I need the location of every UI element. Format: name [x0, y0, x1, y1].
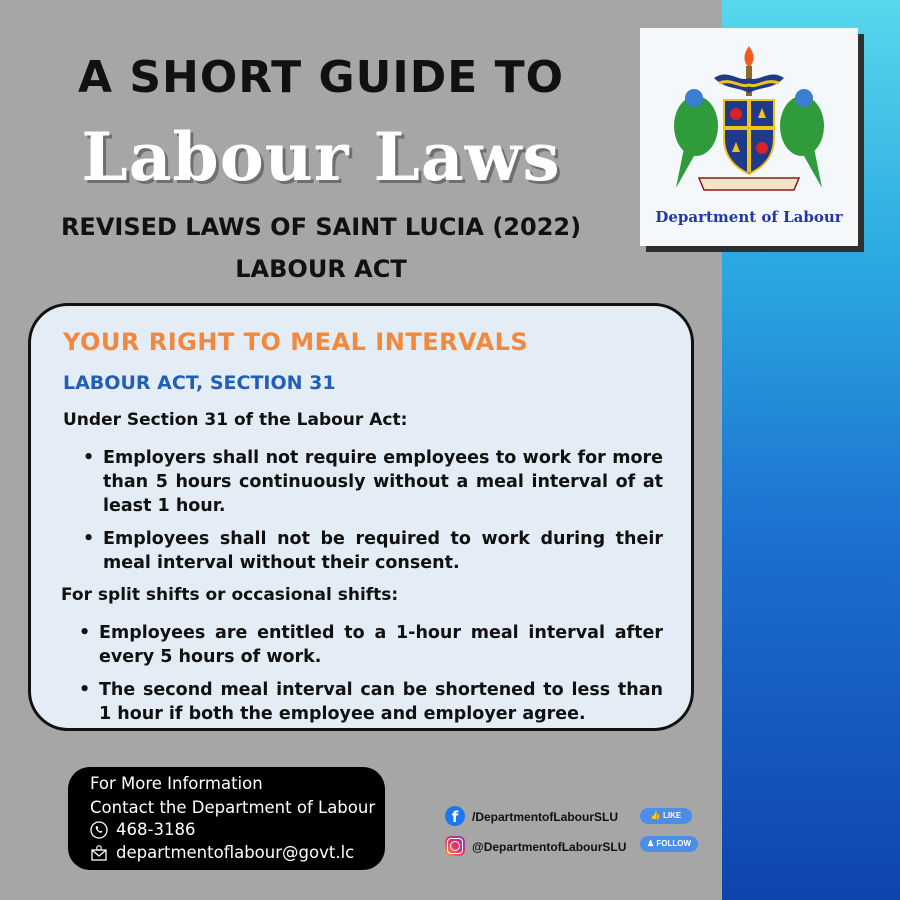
panel-title: YOUR RIGHT TO MEAL INTERVALS [63, 328, 529, 356]
like-button-label: LIKE [662, 811, 682, 820]
contact-phone[interactable]: 468-3186 [116, 820, 196, 839]
like-button[interactable] [640, 808, 692, 824]
header-line-4: LABOUR ACT [235, 255, 407, 283]
employer-rules-list [81, 446, 663, 584]
header-line-1: A SHORT GUIDE TO [77, 52, 565, 103]
split-shift-heading: For split shifts or occasional shifts: [61, 585, 399, 605]
email-icon [90, 844, 108, 862]
instagram-handle[interactable]: @DepartmentofLabourSLU [472, 840, 627, 854]
panel-subtitle: LABOUR ACT, SECTION 31 [63, 372, 336, 394]
department-logo-card [640, 28, 858, 246]
facebook-icon: f [445, 806, 465, 826]
logo-label: Department of Labour [655, 208, 843, 226]
phone-icon [90, 821, 108, 839]
page-title: Labour Laws [81, 118, 561, 196]
section-intro: Under Section 31 of the Labour Act: [63, 410, 408, 430]
meal-intervals-panel [28, 303, 694, 731]
list-item: • The second meal interval can be shortened to less than 1 hour if both the employee and employer agree. [77, 678, 663, 726]
contact-info-box [68, 767, 385, 870]
contact-subheading: Contact the Department of Labour [90, 798, 376, 817]
thumbs-up-icon: 👍 [650, 811, 661, 820]
instagram-icon [445, 836, 465, 856]
user-icon: ♟ [646, 839, 655, 848]
contact-email[interactable]: departmentoflabour@govt.lc [116, 843, 355, 862]
list-item: • Employers shall not require employees to work for more than 5 hours continuously without a meal interval of at least 1 hour. [81, 446, 663, 518]
list-item: • Employees shall not be required to work during their meal interval without their consent. [81, 527, 663, 575]
split-shift-list [77, 621, 663, 735]
header-line-3: REVISED LAWS OF SAINT LUCIA (2022) [60, 213, 582, 241]
list-item: • Employees are entitled to a 1-hour meal interval after every 5 hours of work. [77, 621, 663, 669]
facebook-handle[interactable]: /DepartmentofLabourSLU [472, 810, 619, 824]
follow-button[interactable] [640, 836, 698, 852]
coat-of-arms-logo [654, 38, 844, 203]
follow-button-label: FOLLOW [656, 839, 692, 848]
contact-heading: For More Information [90, 774, 263, 793]
